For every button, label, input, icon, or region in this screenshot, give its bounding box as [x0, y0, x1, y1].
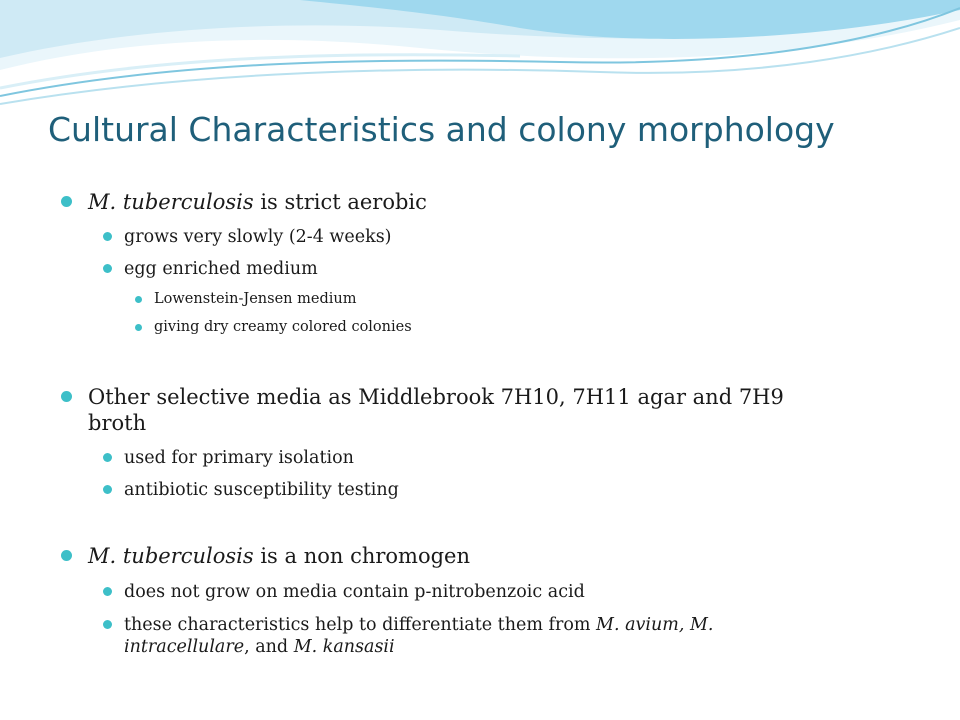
bullet-icon: [103, 485, 112, 494]
bullet-icon: [103, 264, 112, 273]
bullet-primary-isolation: used for primary isolation: [124, 448, 354, 468]
bullet-selective-media-line2: broth: [88, 411, 147, 435]
bullet-differentiate-line2: [124, 636, 395, 658]
bullet-non-chromogen: [88, 543, 470, 569]
bullet-icon: [103, 232, 112, 241]
bullet-selective-media-line1: Other selective media as Middlebrook 7H10, 7H11 agar and 7H9: [88, 385, 784, 409]
bullet-p-nitrobenzoic: does not grow on media contain p-nitrobenzoic acid: [124, 582, 585, 602]
bullet-icon: [61, 391, 72, 402]
organism-name: M. avium, M.: [596, 615, 714, 635]
organism-name: intracellulare: [124, 637, 245, 657]
bullet-lowenstein: Lowenstein-Jensen medium: [154, 291, 357, 307]
bullet-text: is a non chromogen: [253, 544, 470, 568]
bullet-text: these characteristics help to differentiate them from: [124, 615, 597, 635]
bullet-grows-slowly: grows very slowly (2-4 weeks): [124, 227, 392, 247]
bullet-icon: [61, 196, 72, 207]
bullet-icon: [103, 453, 112, 462]
bullet-icon: [135, 296, 142, 303]
bullet-creamy-colonies: giving dry creamy colored colonies: [154, 319, 412, 335]
bullet-text: , and: [244, 637, 294, 657]
bullet-differentiate-line1: [124, 614, 713, 636]
organism-name: M. tuberculosis: [88, 544, 254, 568]
bullet-icon: [103, 620, 112, 629]
bullet-icon: [61, 550, 72, 561]
bullet-icon: [103, 587, 112, 596]
bullet-egg-medium: egg enriched medium: [124, 259, 318, 279]
bullet-text: is strict aerobic: [253, 190, 427, 214]
bullet-strict-aerobic: [88, 189, 427, 215]
bullet-icon: [135, 324, 142, 331]
slide-title: Cultural Characteristics and colony morphology: [48, 110, 835, 149]
bullet-susceptibility: antibiotic susceptibility testing: [124, 480, 399, 500]
organism-name: M. kansasii: [293, 637, 395, 657]
organism-name: M. tuberculosis: [88, 190, 254, 214]
